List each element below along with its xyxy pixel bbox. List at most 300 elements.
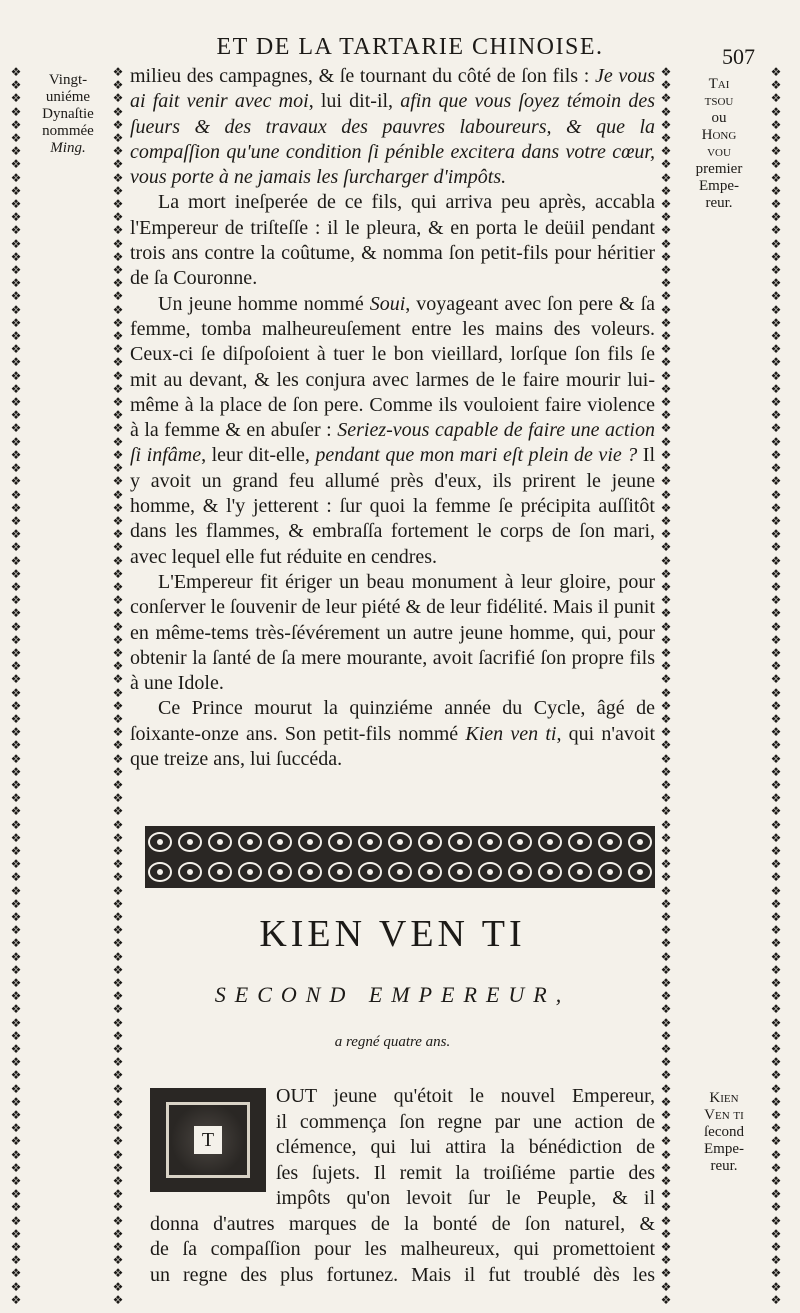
- border-ornament-icon: ❖: [660, 711, 672, 726]
- border-ornament-icon: ❖: [112, 170, 124, 185]
- border-ornament-icon: ❖: [112, 540, 124, 555]
- margin-note-line: ſecond: [704, 1124, 744, 1140]
- border-ornament-icon: ❖: [770, 487, 782, 502]
- margin-note-line: Vingt-: [48, 72, 88, 88]
- border-ornament-icon: ❖: [112, 619, 124, 634]
- border-ornament-icon: ❖: [112, 989, 124, 1004]
- border-ornament-icon: ❖: [770, 777, 782, 792]
- border-ornament-icon: ❖: [770, 1200, 782, 1215]
- border-ornament-icon: ❖: [112, 949, 124, 964]
- border-ornament-icon: ❖: [660, 210, 672, 225]
- border-ornament-icon: ❖: [770, 500, 782, 515]
- page-number: 507: [722, 44, 755, 69]
- margin-note-line: nommée: [42, 123, 94, 139]
- border-ornament-icon: ❖: [112, 804, 124, 819]
- border-ornament-icon: ❖: [112, 751, 124, 766]
- text-line: impôts qu'on levoit ſur le Peuple, & il: [276, 1187, 655, 1209]
- border-ornament-icon: ❖: [660, 791, 672, 806]
- border-ornament-icon: ❖: [10, 738, 22, 753]
- border-ornament-icon: ❖: [770, 976, 782, 991]
- border-ornament-icon: ❖: [112, 447, 124, 462]
- border-ornament-icon: ❖: [770, 579, 782, 594]
- border-ornament-icon: ❖: [10, 566, 22, 581]
- margin-note-line: vou: [707, 144, 731, 160]
- border-ornament-icon: ❖: [660, 355, 672, 370]
- border-ornament-icon: ❖: [770, 91, 782, 106]
- border-ornament-icon: ❖: [112, 434, 124, 449]
- border-ornament-icon: ❖: [660, 183, 672, 198]
- margin-note-line: reur.: [710, 1158, 738, 1174]
- border-ornament-icon: ❖: [112, 1200, 124, 1215]
- border-ornament-icon: ❖: [770, 66, 782, 79]
- border-ornament-icon: ❖: [112, 923, 124, 938]
- border-ornament-icon: ❖: [10, 1253, 22, 1268]
- border-ornament-icon: ❖: [10, 1068, 22, 1083]
- border-ornament-icon: ❖: [660, 579, 672, 594]
- border-ornament-icon: ❖: [660, 236, 672, 251]
- border-ornament-icon: ❖: [112, 395, 124, 410]
- margin-note-line: Ven ti: [704, 1107, 744, 1123]
- border-ornament-icon: ❖: [112, 329, 124, 344]
- border-ornament-icon: ❖: [10, 791, 22, 806]
- border-ornament-icon: ❖: [10, 249, 22, 264]
- margin-note-line: Hong: [701, 127, 737, 143]
- border-ornament-icon: ❖: [660, 144, 672, 159]
- text-run: milieu des campagnes, & ſe tournant du côté de ſon fils :: [130, 65, 590, 87]
- border-ornament-icon: ❖: [660, 117, 672, 132]
- border-ornament-icon: ❖: [770, 1266, 782, 1281]
- margin-note-line: Empe-: [699, 178, 739, 194]
- border-ornament-icon: ❖: [112, 1134, 124, 1149]
- ornament-dot-icon: [187, 869, 193, 875]
- border-ornament-icon: ❖: [660, 474, 672, 489]
- border-ornament-icon: ❖: [112, 78, 124, 93]
- border-ornament-icon: ❖: [770, 104, 782, 119]
- border-ornament-icon: ❖: [10, 223, 22, 238]
- border-ornament-icon: ❖: [770, 1292, 782, 1306]
- border-ornament-icon: ❖: [10, 817, 22, 832]
- border-ornament-icon: ❖: [770, 896, 782, 911]
- border-ornament-icon: ❖: [660, 1240, 672, 1255]
- border-ornament-icon: ❖: [660, 1200, 672, 1215]
- border-ornament-icon: ❖: [10, 896, 22, 911]
- border-ornament-icon: ❖: [770, 1240, 782, 1255]
- border-ornament-icon: ❖: [10, 949, 22, 964]
- border-ornament-icon: ❖: [770, 302, 782, 317]
- border-ornament-icon: ❖: [10, 1226, 22, 1241]
- text-line: donna d'autres marques de la bonté de ſon naturel, &: [150, 1212, 655, 1235]
- border-ornament-icon: ❖: [112, 817, 124, 832]
- border-ornament-icon: ❖: [10, 434, 22, 449]
- border-ornament-icon: ❖: [660, 408, 672, 423]
- border-ornament-icon: ❖: [770, 249, 782, 264]
- border-ornament-icon: ❖: [770, 619, 782, 634]
- border-ornament-icon: ❖: [660, 500, 672, 515]
- border-ornament-icon: ❖: [770, 1028, 782, 1043]
- text-run: , leur dit-elle,: [201, 444, 316, 467]
- border-ornament-icon: ❖: [770, 738, 782, 753]
- border-ornament-icon: ❖: [10, 395, 22, 410]
- border-ornament-icon: ❖: [770, 936, 782, 951]
- border-ornament-icon: ❖: [10, 461, 22, 476]
- border-ornament-icon: ❖: [10, 830, 22, 845]
- border-ornament-icon: ❖: [112, 962, 124, 977]
- border-ornament-icon: ❖: [10, 606, 22, 621]
- border-ornament-icon: ❖: [770, 870, 782, 885]
- border-ornament-icon: ❖: [10, 302, 22, 317]
- border-ornament-icon: ❖: [770, 1187, 782, 1202]
- border-ornament-icon: ❖: [660, 434, 672, 449]
- border-ornament-icon: ❖: [660, 843, 672, 858]
- ornament-dot-icon: [367, 839, 373, 845]
- quoted-speech: que la compaſſion qu'une condition ſi pénible excitera dans votre: [130, 115, 656, 163]
- border-ornament-icon: ❖: [112, 1002, 124, 1017]
- border-ornament-icon: ❖: [10, 685, 22, 700]
- text-line: OUT jeune qu'étoit le nouvel Empereur,: [276, 1085, 655, 1107]
- border-ornament-icon: ❖: [660, 1028, 672, 1043]
- border-ornament-icon: ❖: [10, 804, 22, 819]
- border-ornament-icon: ❖: [660, 527, 672, 542]
- border-ornament-icon: ❖: [770, 1108, 782, 1123]
- border-ornament-icon: ❖: [660, 725, 672, 740]
- border-ornament-icon: ❖: [770, 791, 782, 806]
- ornament-dot-icon: [277, 839, 283, 845]
- border-ornament-icon: ❖: [112, 315, 124, 330]
- border-ornament-icon: ❖: [10, 197, 22, 212]
- border-ornament-icon: ❖: [770, 78, 782, 93]
- border-ornament-icon: ❖: [112, 1279, 124, 1294]
- border-ornament-icon: ❖: [112, 289, 124, 304]
- border-ornament-icon: ❖: [660, 1002, 672, 1017]
- border-ornament-icon: ❖: [660, 329, 672, 344]
- border-ornament-icon: ❖: [10, 329, 22, 344]
- border-ornament-icon: ❖: [770, 421, 782, 436]
- border-ornament-icon: ❖: [660, 1094, 672, 1109]
- border-ornament-icon: ❖: [770, 698, 782, 713]
- border-ornament-icon: ❖: [770, 395, 782, 410]
- border-ornament-icon: ❖: [660, 249, 672, 264]
- text-line: ſes ſujets. Il remit la troiſiéme partie des: [276, 1161, 655, 1184]
- border-ornament-icon: ❖: [10, 276, 22, 291]
- border-ornament-icon: ❖: [660, 830, 672, 845]
- border-ornament-icon: ❖: [10, 1147, 22, 1162]
- text-line: de ſa compaſſion pour les malheureux, qui promettoient: [150, 1238, 655, 1260]
- ornament-dot-icon: [397, 869, 403, 875]
- text-line: un regne des plus fortunez. Mais il fut troublé dès les: [150, 1263, 655, 1286]
- border-ornament-icon: ❖: [112, 131, 124, 146]
- border-ornament-icon: ❖: [10, 962, 22, 977]
- border-ornament-icon: ❖: [112, 302, 124, 317]
- ornament-dot-icon: [457, 869, 463, 875]
- paragraph-opening: [130, 64, 655, 190]
- border-ornament-icon: ❖: [10, 210, 22, 225]
- paragraph-soui-story: [130, 292, 655, 570]
- border-ornament-icon: ❖: [660, 857, 672, 872]
- ornament-dot-icon: [427, 839, 433, 845]
- border-ornament-icon: ❖: [770, 606, 782, 621]
- text-run: Il y avoit un grand feu allumé près d'eux, ils prirent le jeune homme, & l'y jetterent : ſur quoi la femme ſe précipita auſſitôt dans les flammes, & embraſſa fortement le corps de ſon mari, avec lequel elle fut réduite en cendres.: [130, 444, 656, 568]
- quoted-speech: Seriez-vous capable de faire une action ſi infâme: [130, 419, 655, 467]
- border-ornament-icon: ❖: [660, 131, 672, 146]
- border-ornament-icon: ❖: [770, 289, 782, 304]
- initial-letter: T: [194, 1126, 222, 1154]
- border-ornament-icon: ❖: [660, 170, 672, 185]
- border-ornament-icon: ❖: [10, 883, 22, 898]
- margin-note-line: reur.: [705, 195, 733, 211]
- ornament-dot-icon: [607, 869, 613, 875]
- border-ornament-icon: ❖: [10, 1213, 22, 1228]
- border-ornament-icon: ❖: [660, 447, 672, 462]
- border-ornament-icon: ❖: [770, 263, 782, 278]
- border-ornament-icon: ❖: [112, 830, 124, 845]
- border-ornament-icon: ❖: [770, 157, 782, 172]
- border-ornament-icon: ❖: [10, 66, 22, 79]
- border-ornament-icon: ❖: [660, 1081, 672, 1096]
- ornament-dot-icon: [427, 869, 433, 875]
- paragraph-death-of-son: La mort ineſperée de ce fils, qui arriva peu après, accabla l'Empereur de triſteſſe : il le pleura, & en porta le deüil pendant trois ans contre la coûtume, & nomma ſon petit-fils pour héritier de ſa Couronne.: [130, 191, 655, 290]
- border-ornament-icon: ❖: [770, 751, 782, 766]
- ornamental-band: [145, 826, 655, 888]
- border-ornament-icon: ❖: [10, 1121, 22, 1136]
- ornament-dot-icon: [607, 839, 613, 845]
- border-ornament-icon: ❖: [660, 685, 672, 700]
- main-text-block: [130, 64, 655, 772]
- border-ornament-icon: ❖: [660, 672, 672, 687]
- border-ornament-icon: ❖: [770, 170, 782, 185]
- border-ornament-icon: ❖: [10, 1108, 22, 1123]
- border-ornament-icon: ❖: [112, 857, 124, 872]
- ornament-dot-icon: [457, 839, 463, 845]
- ornament-dot-icon: [247, 839, 253, 845]
- border-ornament-icon: ❖: [770, 553, 782, 568]
- border-ornament-icon: ❖: [770, 117, 782, 132]
- border-ornament-icon: ❖: [770, 989, 782, 1004]
- border-ornament-icon: ❖: [10, 698, 22, 713]
- margin-note-line: premier: [695, 161, 743, 177]
- border-ornament-icon: ❖: [10, 78, 22, 93]
- border-ornament-icon: ❖: [660, 315, 672, 330]
- border-ornament-icon: ❖: [112, 725, 124, 740]
- border-ornament-icon: ❖: [660, 1174, 672, 1189]
- border-ornament-icon: ❖: [112, 223, 124, 238]
- border-ornament-icon: ❖: [112, 579, 124, 594]
- border-ornament-icon: ❖: [660, 368, 672, 383]
- border-ornament-icon: ❖: [660, 962, 672, 977]
- border-ornament-icon: ❖: [10, 1174, 22, 1189]
- border-ornament-icon: ❖: [10, 619, 22, 634]
- border-ornament-icon: ❖: [10, 659, 22, 674]
- border-ornament-icon: ❖: [770, 910, 782, 924]
- border-ornament-icon: ❖: [112, 593, 124, 608]
- border-ornament-icon: ❖: [660, 896, 672, 911]
- ornament-dot-icon: [277, 869, 283, 875]
- border-ornament-icon: ❖: [112, 777, 124, 792]
- running-title: ET DE LA TARTARIE CHINOISE.: [216, 34, 604, 60]
- border-ornament-icon: ❖: [10, 540, 22, 555]
- margin-note-emperor-taitsou: [672, 76, 766, 212]
- border-ornament-icon: ❖: [112, 342, 124, 357]
- quoted-speech: témoin des ſueurs & des travaux des pauvres laboureurs, &: [130, 90, 656, 138]
- quoted-speech: pendant que mon mari eſt plein de vie ?: [315, 444, 638, 467]
- border-ornament-icon: ❖: [10, 843, 22, 858]
- ornament-dot-icon: [637, 869, 643, 875]
- border-ornament-icon: ❖: [112, 1253, 124, 1268]
- border-ornament-icon: ❖: [770, 197, 782, 212]
- person-name: Kien ven ti: [465, 722, 557, 745]
- border-ornament-icon: ❖: [770, 381, 782, 396]
- quoted-speech: Je vous ai fait venir avec moi: [130, 65, 656, 113]
- border-ornament-icon: ❖: [770, 817, 782, 832]
- border-ornament-icon: ❖: [112, 711, 124, 726]
- border-ornament-icon: ❖: [660, 461, 672, 476]
- border-ornament-icon: ❖: [660, 78, 672, 93]
- border-ornament-icon: ❖: [660, 632, 672, 647]
- ornament-dot-icon: [187, 839, 193, 845]
- border-ornament-icon: ❖: [10, 1028, 22, 1043]
- border-ornament-icon: ❖: [660, 513, 672, 528]
- border-ornament-icon: ❖: [660, 1121, 672, 1136]
- border-ornament-icon: ❖: [770, 949, 782, 964]
- border-ornament-icon: ❖: [10, 672, 22, 687]
- border-ornament-icon: ❖: [112, 527, 124, 542]
- border-ornament-icon: ❖: [10, 1240, 22, 1255]
- ornament-dot-icon: [157, 869, 163, 875]
- border-ornament-icon: ❖: [112, 1068, 124, 1083]
- border-ornament-icon: ❖: [112, 500, 124, 515]
- border-ornament-icon: ❖: [10, 1094, 22, 1109]
- border-ornament-icon: ❖: [660, 104, 672, 119]
- border-ornament-icon: ❖: [10, 408, 22, 423]
- border-ornament-icon: ❖: [10, 645, 22, 660]
- border-ornament-icon: ❖: [770, 566, 782, 581]
- text-run: , lui dit-il,: [308, 90, 401, 113]
- ornament-dot-icon: [577, 839, 583, 845]
- ornament-dot-icon: [577, 869, 583, 875]
- border-ornament-icon: ❖: [112, 1213, 124, 1228]
- border-ornament-icon: ❖: [10, 711, 22, 726]
- ornament-dot-icon: [547, 839, 553, 845]
- border-ornament-icon: ❖: [770, 474, 782, 489]
- border-ornament-icon: ❖: [112, 1266, 124, 1281]
- border-ornament-icon: ❖: [112, 1240, 124, 1255]
- margin-note-line: ou: [711, 110, 727, 126]
- border-ornament-icon: ❖: [10, 183, 22, 198]
- border-ornament-icon: ❖: [770, 923, 782, 938]
- border-ornament-icon: ❖: [112, 276, 124, 291]
- chapter-subtitle: SECOND EMPEREUR,: [214, 982, 571, 1007]
- border-ornament-icon: ❖: [112, 421, 124, 436]
- border-ornament-icon: ❖: [660, 566, 672, 581]
- quoted-speech: cœur, vous porte à ne jamais les ſurcharger d'impôts.: [130, 140, 655, 189]
- border-ornament-icon: ❖: [10, 447, 22, 462]
- border-ornament-icon: ❖: [660, 593, 672, 608]
- border-ornament-icon: ❖: [660, 276, 672, 291]
- border-ornament-icon: ❖: [112, 659, 124, 674]
- border-ornament-icon: ❖: [660, 949, 672, 964]
- border-ornament-icon: ❖: [770, 368, 782, 383]
- border-ornament-icon: ❖: [770, 1213, 782, 1228]
- border-ornament-icon: ❖: [660, 1213, 672, 1228]
- border-ornament-icon: ❖: [112, 210, 124, 225]
- border-ornament-icon: ❖: [10, 1055, 22, 1070]
- ornament-dot-icon: [397, 839, 403, 845]
- border-ornament-icon: ❖: [10, 989, 22, 1004]
- border-ornament-icon: ❖: [660, 659, 672, 674]
- border-ornament-icon: ❖: [770, 513, 782, 528]
- border-ornament-icon: ❖: [770, 1015, 782, 1030]
- border-ornament-icon: ❖: [10, 1160, 22, 1175]
- border-ornament-icon: ❖: [660, 989, 672, 1004]
- border-ornament-icon: ❖: [112, 896, 124, 911]
- inner-right-ornamental-border: [660, 66, 672, 1306]
- chapter-title: KIEN VEN TI: [259, 913, 526, 955]
- border-ornament-icon: ❖: [112, 1015, 124, 1030]
- border-ornament-icon: ❖: [10, 144, 22, 159]
- border-ornament-icon: ❖: [770, 764, 782, 779]
- border-ornament-icon: ❖: [10, 1081, 22, 1096]
- border-ornament-icon: ❖: [660, 1279, 672, 1294]
- border-ornament-icon: ❖: [112, 104, 124, 119]
- border-ornament-icon: ❖: [660, 619, 672, 634]
- border-ornament-icon: ❖: [770, 210, 782, 225]
- text-run: , qui n'avoit que treize ans, lui ſuccéda.: [130, 722, 655, 771]
- border-ornament-icon: ❖: [770, 843, 782, 858]
- border-ornament-icon: ❖: [112, 976, 124, 991]
- border-ornament-icon: ❖: [660, 777, 672, 792]
- border-ornament-icon: ❖: [112, 157, 124, 172]
- border-ornament-icon: ❖: [112, 487, 124, 502]
- border-ornament-icon: ❖: [10, 527, 22, 542]
- border-ornament-icon: ❖: [660, 66, 672, 79]
- border-ornament-icon: ❖: [770, 1279, 782, 1294]
- border-ornament-icon: ❖: [112, 197, 124, 212]
- border-ornament-icon: ❖: [660, 751, 672, 766]
- border-ornament-icon: ❖: [660, 804, 672, 819]
- border-ornament-icon: ❖: [10, 1187, 22, 1202]
- ornament-dot-icon: [517, 839, 523, 845]
- border-ornament-icon: ❖: [770, 144, 782, 159]
- border-ornament-icon: ❖: [770, 1068, 782, 1083]
- border-ornament-icon: ❖: [112, 513, 124, 528]
- margin-note-line: uniéme: [45, 89, 91, 105]
- border-ornament-icon: ❖: [660, 263, 672, 278]
- border-ornament-icon: ❖: [660, 645, 672, 660]
- border-ornament-icon: ❖: [112, 764, 124, 779]
- margin-note-dynasty: [26, 72, 110, 157]
- ornament-dot-icon: [217, 869, 223, 875]
- border-ornament-icon: ❖: [10, 91, 22, 106]
- border-ornament-icon: ❖: [770, 183, 782, 198]
- border-ornament-icon: ❖: [112, 1147, 124, 1162]
- border-ornament-icon: ❖: [10, 725, 22, 740]
- border-ornament-icon: ❖: [660, 764, 672, 779]
- border-ornament-icon: ❖: [770, 527, 782, 542]
- border-ornament-icon: ❖: [10, 342, 22, 357]
- border-ornament-icon: ❖: [770, 131, 782, 146]
- border-ornament-icon: ❖: [10, 474, 22, 489]
- margin-note-emperor-kienventi: [682, 1090, 766, 1175]
- border-ornament-icon: ❖: [10, 157, 22, 172]
- text-run: Ce Prince mourut la quinziéme année du Cycle, âgé de ſoixante-onze ans. Son petit-fils nommé: [130, 697, 655, 745]
- ornament-dot-icon: [337, 839, 343, 845]
- ornament-dot-icon: [157, 839, 163, 845]
- border-ornament-icon: ❖: [10, 593, 22, 608]
- border-ornament-icon: ❖: [660, 395, 672, 410]
- border-ornament-icon: ❖: [112, 553, 124, 568]
- border-ornament-icon: ❖: [112, 632, 124, 647]
- border-ornament-icon: ❖: [660, 157, 672, 172]
- border-ornament-icon: ❖: [112, 1028, 124, 1043]
